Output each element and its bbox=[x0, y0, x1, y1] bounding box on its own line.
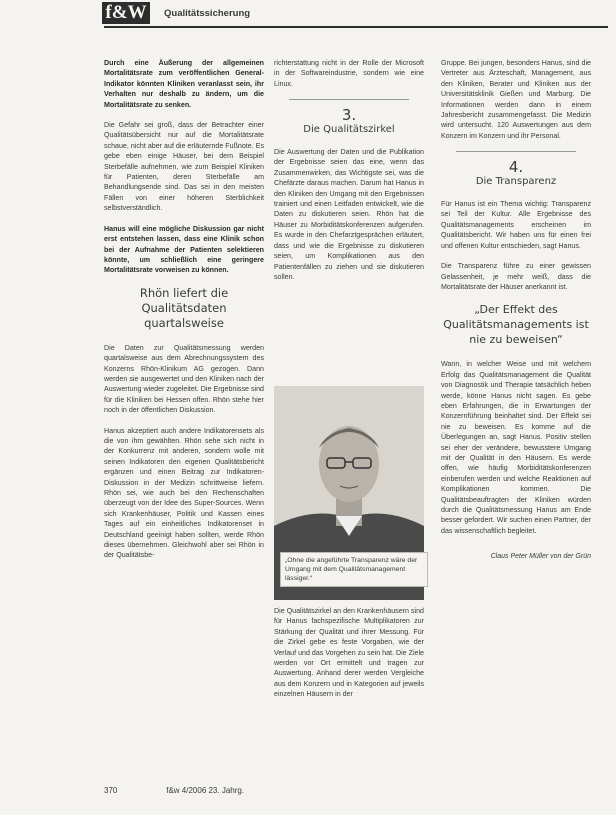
paragraph: Die Transparenz führe zu einer gewissen Gelassenheit, je mehr weiß, dass die Mortalitätsrate der Häuser anerkannt ist. bbox=[441, 262, 591, 291]
paragraph: Die Auswertung der Daten und die Publikation der Ergebnisse seien das eine, wenn das Zusammenwirken, das Wichtigste sei, was die Chefärzte daraus machen. Darum hat Hanus in den Kliniken den Umgang mit den Ergebnissen trainiert und einen Leitfaden entwickelt, wie die Daten zu diskutieren seien. Rhön hat die Häuser zu Morbiditätskonferenzen aufgerufen. Es wurde in den Chefarztgesprächen erläutert, dass und wie die Ergebnisse zu diskutieren seien, um Komplikationen aus den Patientenfällen zu ziehen und sie diskutieren sollen. bbox=[274, 148, 424, 281]
lead-paragraph: Durch eine Äußerung der allgemeinen Mortalitätsrate zum veröffentlichen General-Indikator könnten Kliniken veranlasst sein, ihr Verhalten nur deshalb zu ändern, um die Mortalitätsrate zu senken. bbox=[104, 59, 264, 109]
subheading-rhoen: Rhön liefert die Qualitätsdaten quartalsweise bbox=[139, 285, 229, 330]
bold-paragraph: Hanus will eine mögliche Diskussion gar nicht erst entstehen lassen, dass eine Klinik schon bei der Aufnahme der Patienten selektieren könnte, um schließlich eine geringere Mortalitätsrate vorweisen zu können. bbox=[104, 224, 264, 275]
page-header bbox=[92, 0, 616, 26]
paragraph: Die Daten zur Qualitätsmessung werden quartalsweise aus dem Abrechnungssystem des Konzerns Rhön-Klinikum AG gezogen. Dann werden sie ausgewertet und den Kliniken nach der Auswertung wieder zugeleitet. Die Ergebnisse sind für die Kliniken bei Hessen offen. Rhön stehe hier noch in der öffentlichen Diskussion. bbox=[104, 343, 264, 415]
magazine-logo: f&W bbox=[102, 2, 150, 24]
divider bbox=[456, 151, 576, 152]
column-2-lower bbox=[274, 606, 424, 710]
section-number: 4. bbox=[508, 158, 524, 177]
section-number: 3. bbox=[341, 106, 357, 125]
paragraph: Die Qualitätszirkel an den Krankenhäusern sind für Hanus fachspezifische Multiplikatoren zur Stärkung der Qualität und ihrer Messung. Für die Zirkel gebe es feste Vorgaben, wie der Verlauf und das Vorgehen zu sein hat. Die Ziele werden vor Ort ermittelt und tragen zur Auswertung. Anhand derer werden Vergleiche aus dem Konzern und in Kategorien auf jeweils einzelnen Häusern in der bbox=[274, 607, 424, 699]
photo-caption: „Ohne die angeführte Transparenz wäre der Umgang mit dem Qualitätsmanagement lässiger.“ bbox=[280, 552, 428, 587]
author-signature: Claus Peter Müller von der Grün bbox=[490, 553, 591, 561]
column-3 bbox=[441, 58, 591, 563]
column-1 bbox=[104, 58, 264, 571]
paragraph: richterstattung nicht in der Rolle der Microsoft in der Softwareindustrie, sondern wie eine Linux. bbox=[274, 59, 424, 88]
portrait-photo bbox=[274, 386, 424, 600]
pull-quote: „Der Effekt des Qualitätsmanagements ist nie zu beweisen“ bbox=[443, 303, 589, 347]
page-footer bbox=[104, 786, 244, 795]
paragraph: Hanus akzeptiert auch andere Indikatorensets als die von ihm gewählten. Rhön sehe sich nicht in der Konkurrenz mit anderen, sondern wolle mit seinen Indikatoren den eigenen Qualitätsbericht ergänzen und einen Beitrag zur Indikatoren-Diskussion in der Medizin schrittweise liefern. Rhön sei, wie auch bei den Rechenschaften überzeugt von der Idee des Super-Sources. Wenn sich Krankenhäuser, Politik und Kassen eines Tages auf ein einheitliches Indikatorenset in Deutschland geeinigt haben sollten, werde Rhön dieses übernehmen. Gleichwohl aber sei Rhön in der Qualitätsbe- bbox=[104, 426, 264, 560]
page-number: 370 bbox=[104, 786, 118, 795]
section-heading: Die Transparenz bbox=[475, 175, 557, 187]
paragraph: Gruppe. Bei jungen, besonders Hanus, sind die Vertreter aus Ärzteschaft, Management, aus den Kliniken, Berater und Kliniken aus der Universitätsklinik Gießen und Marburg. Die Informationen werden dann in einem Jahresbericht zusammengefasst. Die Medizin wird untersucht. 120 Auswertungen aus dem Konzern im Konzern und ihr Personal. bbox=[441, 59, 591, 140]
paragraph: Wann, in welcher Weise und mit welchem Erfolg das Qualitätsmanagement die Qualität von Diagnostik und Therapie tatsächlich heben werde, könne Hanus nicht sagen. Es gebe eben Erfahrungen, die in Erwartungen der Konzernführung beinhaltet sind. Der Effekt sei nie zu beweisen. Es komme auf die Überlegungen an, sagt Hanus. Positiv stellen sei eher der verändere, bewusstere Umgang mit der Qualität in den Häusern. Es werde offen, wie häufig Morbiditätskonferenzen einberufen werden und welche Reaktionen auf Komplikationen kommen. Die Qualitätsbeauftragten der Kliniken würden durch die Qualitätsmessung Hanus am Ende besser gefordert. Wir suchen einen Partner, der das wissenschaftlich begleitet. bbox=[441, 360, 591, 535]
column-2 bbox=[274, 58, 424, 292]
issue-info: f&w 4/2006 23. Jahrg. bbox=[166, 786, 245, 795]
divider bbox=[289, 99, 409, 100]
section-title: Qualitätssicherung bbox=[164, 8, 251, 19]
section-heading: Die Qualitätszirkel bbox=[303, 123, 395, 135]
header-rule bbox=[104, 26, 608, 28]
paragraph: Für Hanus ist ein Thema wichtig: Transparenz sei Teil der Kultur. Alle Ergebnisse des Qualitätsmanagements erscheinen im Qualitätsbericht. Wir haben uns für einen frei und offenen Kultur entschieden, sagt Hanus. bbox=[441, 200, 591, 250]
paragraph: Die Gefahr sei groß, dass der Betrachter einer Qualitätsübersicht nur auf die Mortalitätsrate schaue, nicht aber auf die erläuternde Fußnote. Es gebe eben einige Häuser, bei dem Beispiel Sterbefälle aufnehmen, wie zum Beispiel Kliniken für Patienten, deren Sterbefälle am Behandlungsende sind. Das sei in den meisten Fällen von einer höheren Sterblichkeit selbstverständlich. bbox=[104, 121, 264, 213]
